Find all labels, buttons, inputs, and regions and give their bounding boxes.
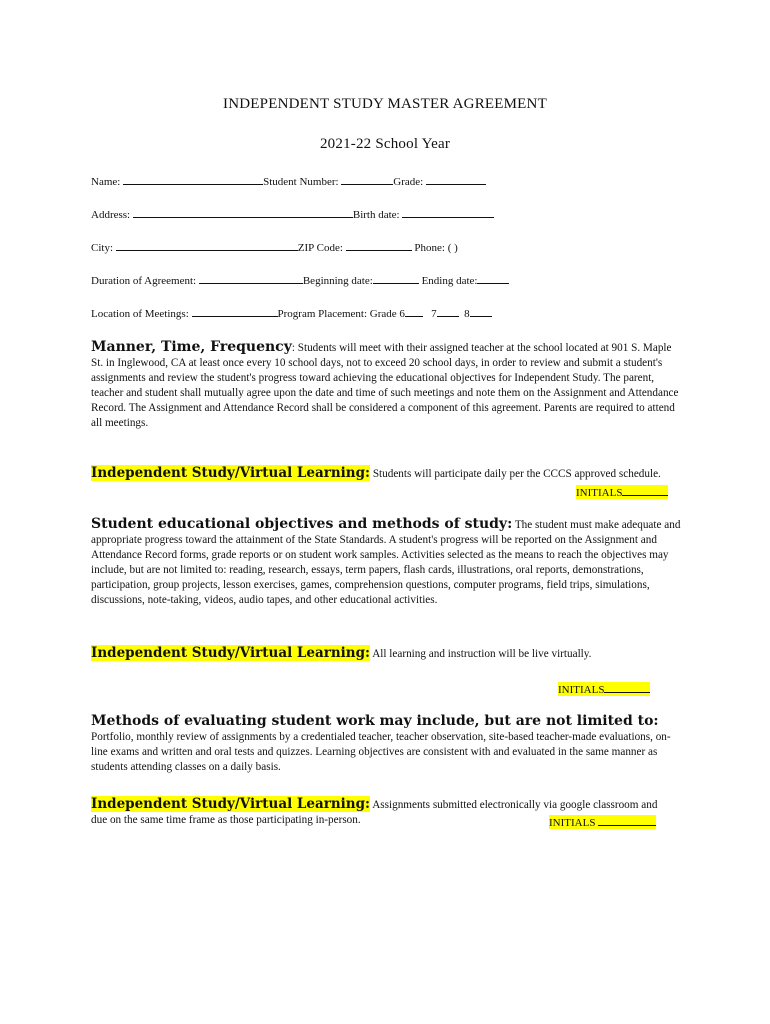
phone-label: Phone: ( ) <box>414 242 458 254</box>
duration-label: Duration of Agreement: <box>91 275 197 287</box>
initials-label-1: INITIALS <box>576 487 623 499</box>
initials-field-1[interactable] <box>576 485 668 499</box>
virtual-heading-2: Independent Study/Virtual Learning: <box>91 645 371 661</box>
beginning-date-label: Beginning date: <box>302 275 373 287</box>
beginning-date-field[interactable] <box>373 273 419 284</box>
initials-line-3 <box>598 815 656 826</box>
address-label: Address: <box>91 209 131 221</box>
city-label: City: <box>91 242 114 254</box>
grade-field[interactable] <box>426 174 486 185</box>
virtual-text-1: Students will participate daily per the CCCS approved schedule. <box>370 468 661 480</box>
section-virtual-2 <box>91 646 681 662</box>
row-location <box>91 306 492 320</box>
name-field[interactable] <box>123 174 263 185</box>
section-manner <box>91 340 681 431</box>
virtual-text-2: All learning and instruction will be live virtually. <box>370 648 592 660</box>
manner-heading: Manner, Time, Frequency <box>91 339 292 355</box>
virtual-heading-1: Independent Study/Virtual Learning: <box>91 465 371 481</box>
initials-label-2: INITIALS <box>558 684 605 696</box>
city-field[interactable] <box>116 240 298 251</box>
initials-line-1 <box>622 485 668 496</box>
location-label: Location of Meetings: <box>91 308 189 320</box>
location-field[interactable] <box>192 306 278 317</box>
manner-text: : Students will meet with their assigned teacher at the school located at 901 S. Maple St. in Inglewood, CA at least once every 10 school days, not to exceed 20 school days, in order to review and submit a student's assignments and review the student's progress toward achieving the educational objectives for Independent Study. The parent, teacher and student shall mutually agree upon the date and time of such meetings and note them on the Assignment and Attendance Record. The Assignment and Attendance Record shall be considered a component of this agreement. Parents are required to attend all meetings. <box>91 342 679 429</box>
virtual-text-3: Assignments submitted electronically via google classroom and due on the same time frame as those participating in-person. <box>91 799 658 826</box>
grade-label: Grade: <box>393 176 424 188</box>
student-number-field[interactable] <box>341 174 393 185</box>
initials-line-2 <box>604 682 650 693</box>
row-address <box>91 207 494 221</box>
address-field[interactable] <box>133 207 353 218</box>
section-virtual-1 <box>91 466 681 482</box>
zip-label: ZIP Code: <box>297 242 343 254</box>
student-number-label: Student Number: <box>263 176 339 188</box>
objectives-heading: Student educational objectives and methods of study: <box>91 516 513 532</box>
ending-date-label: Ending date: <box>421 275 478 287</box>
initials-label-3: INITIALS <box>549 817 599 829</box>
grade8-label: 8 <box>464 308 470 320</box>
initials-field-3[interactable] <box>549 815 656 829</box>
name-label: Name: <box>91 176 121 188</box>
evaluation-text: Portfolio, monthly review of assignments by a credentialed teacher, teacher observation, site-based teacher-made evaluations, on-line exams and written and oral tests and quizzes. Learning objectives are consistent with and evaluated in the same manner as students attending classes on a daily basis. <box>91 731 671 773</box>
zip-field[interactable] <box>346 240 412 251</box>
section-objectives <box>91 517 681 608</box>
grade7-label: 7 <box>431 308 437 320</box>
row-duration <box>91 273 509 287</box>
section-evaluation <box>91 714 681 775</box>
initials-field-2[interactable] <box>558 682 650 696</box>
grade6-field[interactable] <box>405 306 423 317</box>
placement-label: Program Placement: Grade 6 <box>277 308 405 320</box>
objectives-text: The student must make adequate and appropriate progress toward the attainment of the State Standards. A student's progress will be reported on the Assignment and Attendance Record forms, grade reports or on student work samples. Activities selected as the means to reach the objectives may include, but are not limited to: reading, research, essays, term papers, flash cards, illustrations, oral reports, demonstrations, participation, group projects, lesson exercises, games, comprehension questions, computer programs, field trips, simulations, discussions, note-taking, videos, audio tapes, and other educational activities. <box>91 519 681 606</box>
row-city <box>91 240 458 254</box>
virtual-heading-3: Independent Study/Virtual Learning: <box>91 796 371 812</box>
birth-date-label: Birth date: <box>352 209 400 221</box>
grade8-field[interactable] <box>470 306 492 317</box>
row-name <box>91 174 486 188</box>
evaluation-heading: Methods of evaluating student work may include, but are not limited to: <box>91 713 659 729</box>
ending-date-field[interactable] <box>477 273 509 284</box>
document-title: INDEPENDENT STUDY MASTER AGREEMENT <box>223 96 547 112</box>
duration-field[interactable] <box>199 273 303 284</box>
school-year: 2021-22 School Year <box>319 136 451 152</box>
grade7-field[interactable] <box>437 306 459 317</box>
birth-date-field[interactable] <box>402 207 494 218</box>
